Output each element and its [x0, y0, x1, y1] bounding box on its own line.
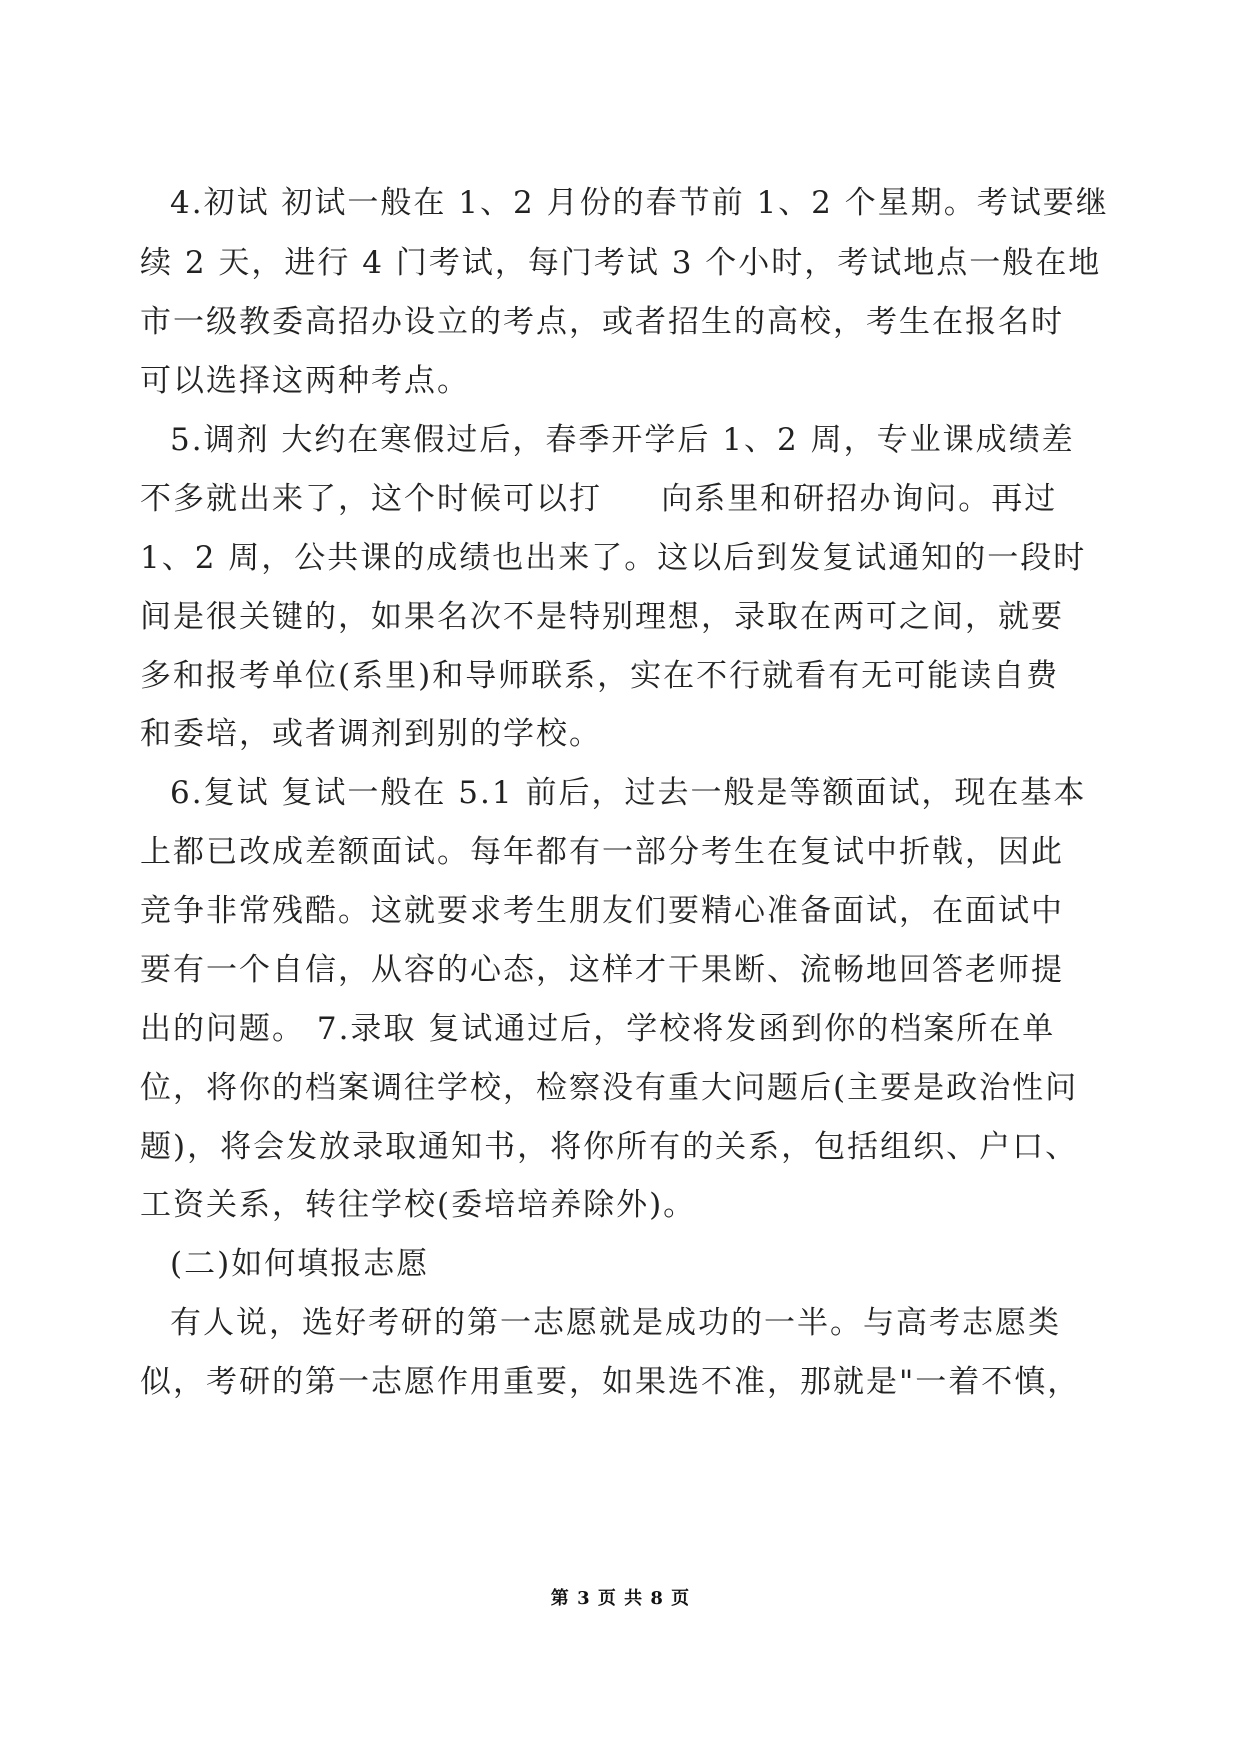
text-line: 有人说，选好考研的第一志愿就是成功的一半。与高考志愿类	[170, 1305, 1061, 1341]
text-line: 市一级教委高招办设立的考点，或者招生的高校，考生在报名时	[140, 304, 1064, 340]
text-line: 竞争非常残酷。这就要求考生朋友们要精心准备面试，在面试中	[140, 893, 1064, 929]
section-heading: (二)如何填报志愿	[170, 1246, 430, 1282]
text-line: 位，将你的档案调往学校，检察没有重大问题后(主要是政治性问	[140, 1070, 1079, 1106]
text-line: 间是很关键的，如果名次不是特别理想，录取在两可之间，就要	[140, 599, 1064, 635]
text-line: 要有一个自信，从容的心态，这样才干果断、流畅地回答老师提	[140, 952, 1064, 988]
text-line: 上都已改成差额面试。每年都有一部分考生在复试中折戟，因此	[140, 834, 1064, 870]
text-line: 工资关系，转往学校(委培培养除外)。	[140, 1187, 697, 1223]
text-line: 可以选择这两种考点。	[140, 363, 470, 399]
text-line: 6.复试 复试一般在 5.1 前后，过去一般是等额面试，现在基本	[170, 775, 1087, 811]
text-line: 4.初试 初试一般在 1、2 月份的春节前 1、2 个星期。考试要继	[170, 185, 1109, 221]
text-line: 不多就出来了，这个时候可以打 向系里和研招办询问。再过	[140, 481, 1058, 517]
text-line: 题)，将会发放录取通知书，将你所有的关系，包括组织、户口、	[140, 1129, 1079, 1165]
text-line: 5.调剂 大约在寒假过后，春季开学后 1、2 周，专业课成绩差	[170, 422, 1075, 458]
text-line: 出的问题。 7.录取 复试通过后，学校将发函到你的档案所在单	[140, 1011, 1056, 1047]
text-line: 似，考研的第一志愿作用重要，如果选不准，那就是"一着不慎，	[140, 1364, 1081, 1400]
text-line: 续 2 天，进行 4 门考试，每门考试 3 个小时，考试地点一般在地	[140, 245, 1102, 281]
text-line: 多和报考单位(系里)和导师联系，实在不行就看有无可能读自费	[140, 658, 1060, 694]
page-number-footer: 第 3 页 共 8 页	[550, 1588, 691, 1609]
text-line: 和委培，或者调剂到别的学校。	[140, 716, 602, 752]
text-line: 1、2 周，公共课的成绩也出来了。这以后到发复试通知的一段时	[140, 540, 1087, 576]
